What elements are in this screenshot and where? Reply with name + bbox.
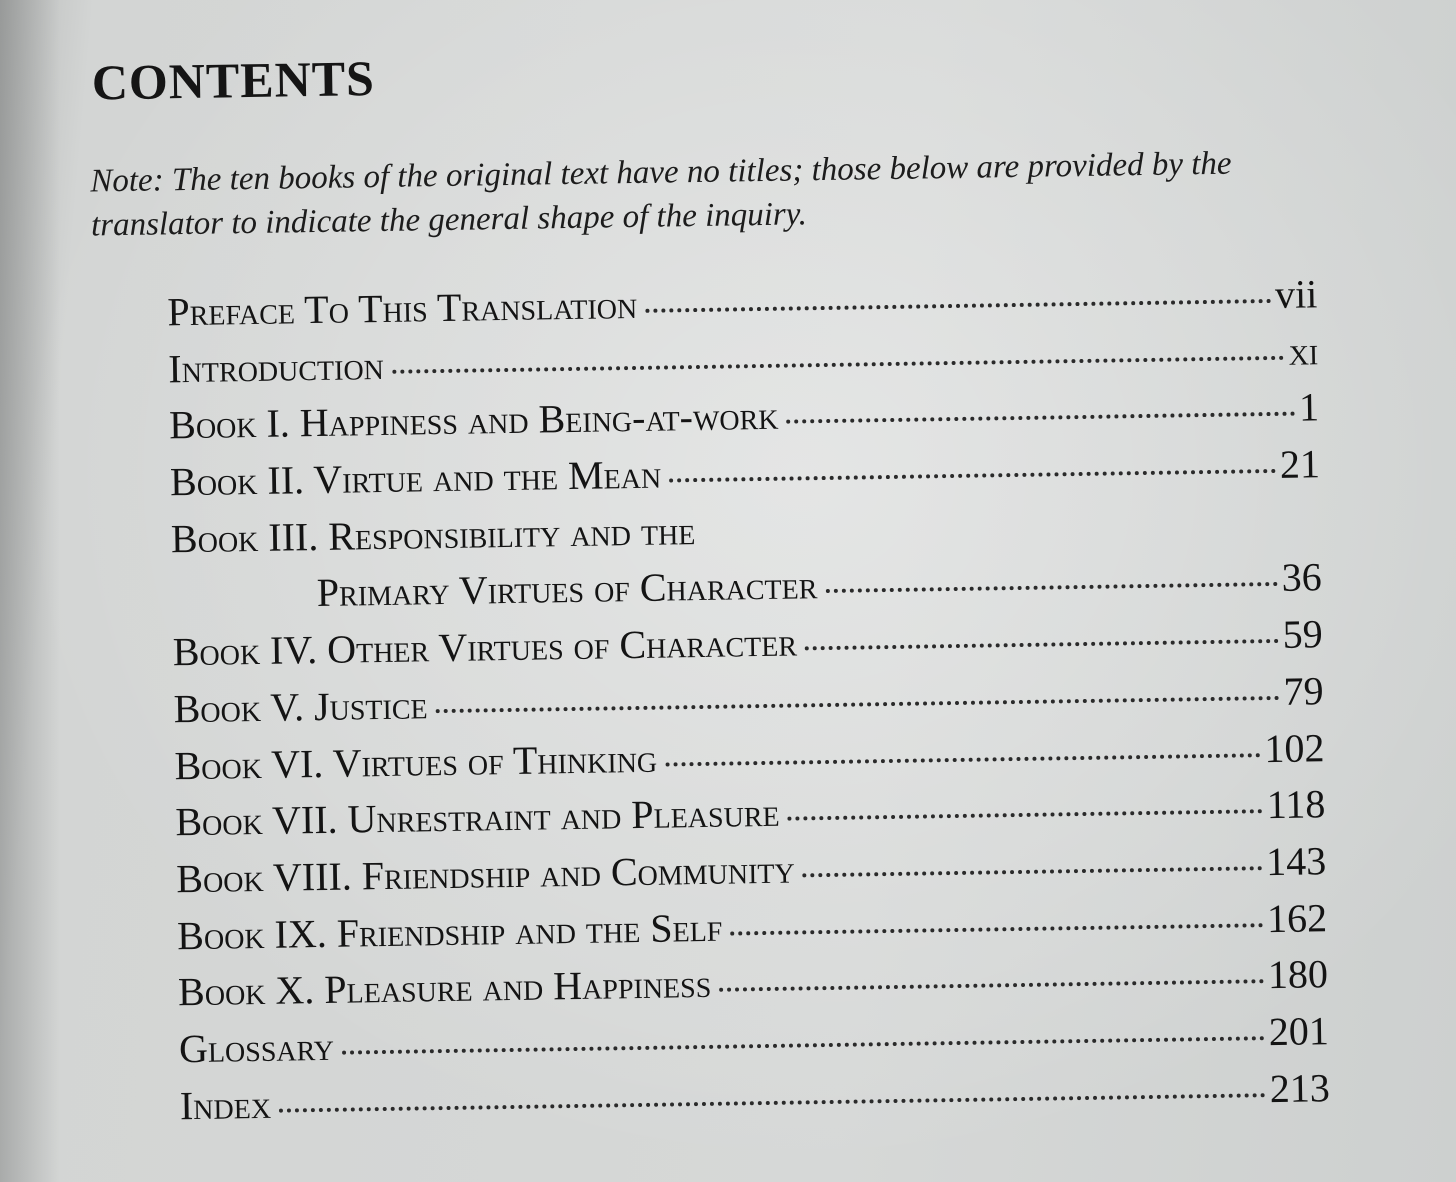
toc-entry-page: 36	[1281, 554, 1323, 601]
dot-leader	[645, 299, 1271, 313]
toc-entry-title: Book V. Justice	[173, 682, 428, 732]
toc-entry-title: Book II. Virtue and the Mean	[169, 451, 662, 505]
toc-entry-page: 102	[1264, 724, 1325, 771]
toc-entry-page: 180	[1267, 951, 1329, 998]
toc-entry-page: 118	[1266, 781, 1326, 828]
dot-leader	[392, 355, 1285, 373]
dot-leader	[805, 639, 1279, 650]
dot-leader	[787, 412, 1296, 424]
toc-entry-title: Book X. Pleasure and Happiness	[177, 961, 712, 1015]
toc-entry-title: Index	[179, 1081, 272, 1128]
toc-entry-title: Book I. Happiness and Being-at-work	[168, 393, 779, 448]
toc-entry-title: Book IX. Friendship and the Self	[176, 904, 723, 958]
dot-leader	[436, 696, 1280, 713]
dot-leader	[803, 866, 1263, 877]
toc-entry-title: Book III. Responsibility and the	[170, 507, 696, 562]
toc-entry-page: 213	[1269, 1064, 1331, 1111]
toc-entry-page: 1	[1298, 384, 1320, 430]
dot-leader	[669, 469, 1276, 483]
dot-leader	[730, 923, 1263, 935]
toc-entry-title: Book VII. Unrestraint and Pleasure	[175, 789, 780, 845]
toc-entry-page: 79	[1283, 668, 1324, 714]
toc-entry-page: xi	[1288, 327, 1319, 374]
toc-entry-title: Preface To This Translation	[167, 281, 638, 335]
toc-entry-title: Book VI. Virtues of Thinking	[174, 735, 658, 788]
dot-leader	[788, 809, 1263, 820]
toc-entry-page: 201	[1268, 1008, 1330, 1055]
toc-entry-title: Glossary	[178, 1023, 335, 1072]
dot-leader	[342, 1036, 1265, 1054]
table-of-contents	[167, 270, 1330, 1138]
translator-note: Note: The ten books of the original text have no titles; those below are provided by the translator to indicate the general shape of the inquiry.	[90, 145, 1232, 244]
dot-leader	[825, 582, 1277, 593]
toc-entry-page: 21	[1279, 441, 1321, 487]
toc-entry-title: Primary Virtues of Character	[316, 562, 818, 616]
toc-entry-title: Book IV. Other Virtues of Character	[172, 619, 798, 675]
toc-entry-page: vii	[1274, 271, 1318, 317]
dot-leader	[665, 753, 1260, 766]
dot-leader	[719, 979, 1264, 992]
toc-entry-title: Introduction	[167, 342, 385, 392]
contents-heading: CONTENTS	[91, 50, 376, 111]
toc-entry-page: 143	[1265, 838, 1327, 885]
dot-leader	[279, 1093, 1266, 1113]
toc-entry-page: 162	[1266, 894, 1328, 941]
toc-entry-page: 59	[1282, 611, 1323, 657]
toc-entry-title: Book VIII. Friendship and Community	[175, 846, 795, 902]
